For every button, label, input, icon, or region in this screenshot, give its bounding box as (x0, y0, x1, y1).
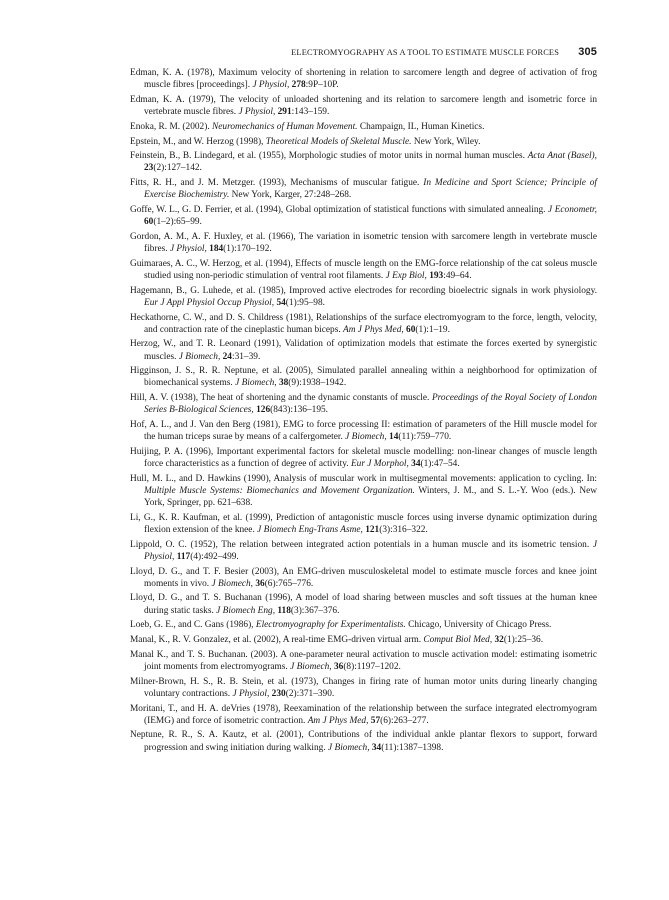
reference-entry (130, 231, 597, 255)
reference-volume: 184 (206, 244, 224, 255)
reference-pages: (1):1–19. (415, 324, 450, 335)
reference-entry (130, 365, 597, 389)
reference-entry (130, 566, 597, 590)
reference-authors-title: Neptune, R. R., S. A. Kautz, et al. (2001), Contributions of the individual ankle plantar flexors to support, forward progression and swing initiation during walking. (130, 730, 597, 753)
reference-journal: J Biomech, (211, 578, 253, 589)
reference-pages: (4):492–499. (190, 551, 239, 562)
reference-journal: Electromyography for Experimentalists. (255, 620, 406, 631)
reference-entry (130, 729, 597, 753)
reference-pages: (1–2):65–99. (153, 217, 202, 228)
reference-authors-title: Manal, K., R. V. Gonzalez, et al. (2002), A real-time EMG-driven virtual arm. (130, 635, 424, 646)
reference-authors-title: Moritani, T., and H. A. deVries (1978), Reexamination of the relationship between the surface integrated electromyogram (IEMG) and force of isometric contraction. (130, 703, 597, 726)
reference-pages: (6):765–776. (264, 578, 314, 589)
reference-journal: J Biomech, (328, 742, 370, 753)
reference-entry (130, 121, 597, 133)
reference-authors-title: Herzog, W., and T. R. Leonard (1991), Validation of optimization models that estimate the forces exerted by synergistic muscles. (130, 339, 597, 362)
reference-journal: J Econometr, (548, 205, 597, 216)
reference-entry (130, 676, 597, 700)
reference-entry (130, 67, 597, 91)
reference-volume: 278 (289, 80, 306, 91)
reference-journal: J Biomech, (235, 378, 277, 389)
reference-pages: (3):316–322. (379, 524, 428, 535)
reference-authors-title: Lloyd, D. G., and T. F. Besier (2003), An EMG-driven musculoskeletal model to estimate muscle forces and knee joint moments in vivo. (130, 566, 597, 589)
reference-journal: Eur J Appl Physiol Occup Physiol, (144, 297, 275, 308)
reference-authors-title: Loeb, G. E., and C. Gans (1986), (130, 620, 256, 631)
reference-authors-title: Hull, M. L., and D. Hawkins (1990), Analysis of muscular work in multisegmental movements: application to cycling. In: (130, 473, 597, 484)
reference-authors-title: Guimaraes, A. C., W. Herzog, et al. (1994), Effects of muscle length on the EMG-force relationship of the cat soleus muscle studied using non-periodic stimulation of ventral root filaments. (130, 258, 597, 281)
reference-volume: 118 (275, 605, 291, 616)
reference-volume: 126 (253, 405, 271, 416)
reference-entry (130, 258, 597, 282)
reference-authors-title: Higginson, J. S., R. R. Neptune, et al. (2005), Simulated parallel annealing within a neighborhood for optimization of biomechanical systems. (130, 366, 597, 389)
reference-pages: (6):263–277. (380, 715, 429, 726)
reference-journal: J Biomech Eng, (216, 605, 276, 616)
reference-authors-title: Edman, K. A. (1979), The velocity of unloaded shortening and its relation to sarcomere length and isometric force in vertebrate muscle fibres. (130, 94, 597, 117)
reference-journal: Comput Biol Med, (423, 635, 493, 646)
reference-entry (130, 619, 597, 631)
reference-pages: (2):371–390. (285, 688, 335, 699)
reference-pages: Chicago, University of Chicago Press. (405, 620, 552, 631)
reference-volume: 60 (144, 217, 154, 228)
reference-entry (130, 703, 597, 727)
reference-volume: 24 (220, 351, 232, 362)
reference-pages: New York, Karger, 27:248–268. (229, 190, 352, 201)
reference-authors-title: Epstein, M., and W. Herzog (1998), (130, 136, 266, 147)
reference-journal: J Biomech, (178, 351, 221, 362)
reference-pages: (1):95–98. (285, 297, 325, 308)
page-number: 305 (578, 46, 597, 58)
reference-entry (130, 512, 597, 536)
reference-journal: J Physiol, (252, 80, 290, 91)
reference-entry (130, 392, 597, 416)
reference-pages: (11):759–770. (398, 432, 452, 443)
reference-pages: :9P–10P. (305, 80, 339, 91)
reference-pages: (9):1938–1942. (288, 378, 347, 389)
reference-pages: :31–39. (231, 351, 261, 362)
reference-entry (130, 338, 597, 362)
reference-entry (130, 649, 597, 673)
reference-authors-title: Manal K., and T. S. Buchanan. (2003). A one-parameter neural activation to muscle activation model: estimating isometric joint moments from electromyograms. (130, 649, 597, 672)
reference-volume: 38 (276, 378, 289, 389)
reference-journal: Multiple Muscle Systems: Biomechanics and Movement Organization. (144, 485, 415, 496)
reference-authors-title: Edman, K. A. (1978), Maximum velocity of shortening in relation to sarcomere length and degree of activation of frog muscle fibres [proceedings]. (130, 68, 597, 91)
reference-authors-title: Hill, A. V. (1938), The heat of shortening and the dynamic constants of muscle. (130, 393, 432, 404)
reference-authors-title: Hagemann, B., G. Luhede, et al. (1985), Improved active electrodes for recording bioelectric signals in work physiology. (130, 285, 597, 296)
reference-entry (130, 285, 597, 309)
reference-volume: 14 (386, 432, 399, 443)
reference-volume: 230 (269, 688, 286, 699)
reference-journal: J Physiol, (238, 106, 276, 117)
reference-entry (130, 150, 597, 174)
reference-pages: (1):25–36. (503, 635, 544, 646)
reference-volume: 36 (253, 578, 265, 589)
reference-volume: 60 (403, 324, 416, 335)
reference-entry (130, 136, 597, 148)
reference-journal: Theoretical Models of Skeletal Muscle. (265, 136, 412, 147)
reference-volume: 36 (331, 661, 344, 672)
reference-entry (130, 473, 597, 509)
reference-volume: 121 (362, 524, 380, 535)
reference-journal: In Medicine and Sport Science; Principle of Exercise Biochemistry. (144, 178, 597, 201)
reference-entry (130, 634, 597, 646)
reference-pages: Winters, J. M., and S. L.-Y. Woo (eds.). New York, Springer, pp. 621–638. (144, 485, 597, 508)
reference-authors-title: Feinstein, B., B. Lindegard, et al. (1955), Morphologic studies of motor units in normal human muscles. (130, 151, 528, 162)
reference-pages: (1):47–54. (420, 459, 460, 470)
reference-authors-title: Lippold, O. C. (1952), The relation between integrated action potentials in a human muscle and its isometric tension. (130, 539, 593, 550)
reference-journal: Am J Phys Med, (307, 715, 369, 726)
reference-authors-title: Enoka, R. M. (2002). (130, 121, 213, 132)
reference-pages: :49–64. (443, 270, 472, 281)
reference-journal: Proceedings of the Royal Society of London Series B-Biological Sciences, (144, 393, 597, 416)
reference-journal: Acta Anat (Basel), (527, 151, 598, 162)
reference-journal: J Physiol, (232, 688, 270, 699)
reference-volume: 193 (426, 270, 444, 281)
reference-authors-title: Gordon, A. M., A. F. Huxley, et al. (1966), The variation in isometric tension with sarcomere length in vertebrate muscle fibres. (130, 231, 597, 255)
reference-journal: Eur J Morphol, (350, 459, 409, 470)
reference-volume: 32 (492, 635, 504, 646)
reference-entry (130, 204, 597, 228)
reference-authors-title: Goffe, W. L., G. D. Ferrier, et al. (1994), Global optimization of statistical functions with simulated annealing. (130, 205, 549, 216)
reference-authors-title: Heckathorne, C. W., and D. S. Childress (1981), Relationships of the surface electromyogram to the force, length, velocity, and contraction rate of the cineplastic human biceps. (130, 312, 597, 335)
reference-authors-title: Lloyd, D. G., and T. S. Buchanan (1996), A model of load sharing between muscles and soft tissues at the human knee during static tasks. (130, 593, 597, 616)
reference-volume: 23 (144, 163, 154, 174)
reference-pages: (2):127–142. (153, 163, 202, 174)
reference-pages: (843):136–195. (270, 405, 328, 416)
reference-pages: (3):367–376. (290, 605, 340, 616)
reference-volume: 34 (408, 459, 421, 470)
reference-journal: J Exp Biol, (385, 270, 427, 281)
reference-entry (130, 419, 597, 443)
reference-authors-title: Milner-Brown, H. S., R. B. Stein, et al. (1973), Changes in firing rate of human motor units during linearly changing voluntary contractions. (130, 676, 597, 699)
reference-volume: 117 (174, 551, 191, 562)
reference-journal: Am J Phys Med, (343, 324, 404, 335)
reference-entry (130, 446, 597, 470)
reference-journal: J Biomech, (290, 661, 332, 672)
reference-pages: (8):1197–1202. (343, 661, 401, 672)
reference-list (130, 67, 597, 756)
reference-volume: 54 (274, 297, 286, 308)
reference-pages: (1):170–192. (223, 244, 272, 255)
reference-volume: 34 (369, 742, 382, 753)
reference-journal: J Physiol, (169, 244, 207, 255)
reference-volume: 291 (275, 106, 292, 117)
reference-journal: J Biomech Eng-Trans Asme, (257, 524, 363, 535)
reference-pages: Champaign, IL, Human Kinetics. (357, 121, 485, 132)
reference-authors-title: Huijing, P. A. (1996), Important experimental factors for skeletal muscle modelling: non-linear changes of muscle length force characteristics as a function of degree of activity. (130, 446, 597, 470)
reference-authors-title: Li, G., K. R. Kaufman, et al. (1999), Prediction of antagonistic muscle forces using inverse dynamic optimization during flexion extension of the knee. (130, 512, 597, 535)
reference-journal: J Biomech, (345, 432, 387, 443)
reference-journal: Neuromechanics of Human Movement. (212, 121, 358, 132)
running-head (130, 46, 597, 60)
reference-entry (130, 312, 597, 336)
reference-authors-title: Hof, A. L., and J. Van den Berg (1981), EMG to force processing II: estimation of parameters of the Hill muscle model for the human triceps surae by means of a calfergometer. (130, 420, 597, 443)
running-title: ELECTROMYOGRAPHY AS A TOOL TO ESTIMATE MUSCLE FORCES (291, 48, 559, 57)
reference-authors-title: Fitts, R. H., and J. M. Metzger. (1993), Mechanisms of muscular fatigue. (130, 178, 424, 189)
reference-entry (130, 592, 597, 616)
reference-entry (130, 177, 597, 201)
reference-volume: 57 (368, 715, 381, 726)
reference-journal: J Physiol, (144, 539, 597, 562)
reference-pages: New York, Wiley. (411, 136, 481, 147)
reference-pages: (11):1387–1398. (381, 742, 444, 753)
reference-entry (130, 539, 597, 563)
reference-pages: :143–159. (291, 106, 330, 117)
reference-entry (130, 94, 597, 118)
